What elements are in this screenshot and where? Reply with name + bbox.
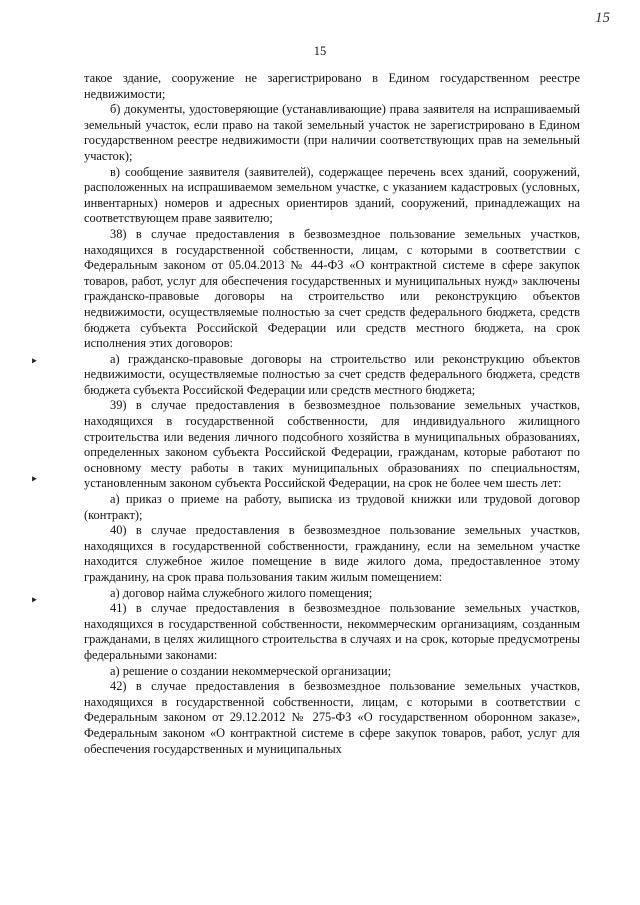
paragraph: такое здание, сооружение не зарегистрировано в Едином государственном реестре недвижимости; [84, 71, 580, 101]
binding-hole-mark: ‣ [30, 594, 39, 609]
paragraph: а) гражданско-правовые договоры на строительство или реконструкцию объектов недвижимости, осуществляемые полностью за счет средств федерального бюджета, средств бюджета субъекта Российской Федерации или средств местного бюджета; [84, 351, 580, 397]
paragraph: 39) в случае предоставления в безвозмездное пользование земельных участков, находящихся в государственной собственности, для индивидуального жилищного строительства или ведения личного подсобного хозяйства в муниципальных образованиях, определенных законом субъекта Российской Федерации, гражданам, которые работают по основному месту работы в таких муниципальных образованиях по специальностям, установленным законом субъекта Российской Федерации, на срок не более чем шесть лет: [84, 398, 580, 491]
paragraph: 42) в случае предоставления в безвозмездное пользование земельных участков, находящихся в государственной собственности, лицам, с которыми в соответствии с Федеральным законом от 29.12.2012 № 275-ФЗ «О государственном оборонном заказе», Федеральным законом «О контрактной системе в сфере закупок товаров, работ, услуг для обеспечения государственных и муниципальных [84, 679, 580, 756]
page-number: 15 [313, 44, 327, 58]
binding-hole-mark: ‣ [30, 473, 39, 488]
paragraph: б) документы, удостоверяющие (устанавливающие) права заявителя на испрашиваемый земельный участок, если право на такой земельный участок не зарегистрировано в Едином государственном реестре недвижимости (при наличии соответствующих прав на земельный участок); [84, 102, 580, 163]
document-body [84, 71, 580, 757]
paragraph: а) договор найма служебного жилого помещения; [110, 585, 373, 600]
paragraph: 40) в случае предоставления в безвозмездное пользование земельных участков, находящихся в государственной собственности, гражданину, если на земельном участке находится служебное жилое помещение в виде жилого дома, предоставленное этому гражданину, на срок права пользования таким жилым помещением: [84, 523, 580, 584]
paragraph: а) приказ о приеме на работу, выписка из трудовой книжки или трудовой договор (контракт); [84, 492, 580, 522]
paragraph: 38) в случае предоставления в безвозмездное пользование земельных участков, находящихся в государственной собственности, лицам, с которыми в соответствии с Федеральным законом от 05.04.2013 № 44-ФЗ «О контрактной системе в сфере закупок товаров, работ, услуг для обеспечения государственных и муниципальных нужд» заключены гражданско-правовые договоры на строительство или реконструкцию объектов недвижимости, осуществляемые полностью за счет средств федерального бюджета, средств бюджета субъекта Российской Федерации или средств местного бюджета, на срок исполнения этих договоров: [84, 226, 580, 351]
paragraph: в) сообщение заявителя (заявителей), содержащее перечень всех зданий, сооружений, расположенных на испрашиваемом земельном участке, с указанием кадастровых (условных, инвентарных) номеров и адресных ориентиров зданий, сооружений, принадлежащих на соответствующем праве заявителю; [84, 164, 580, 226]
binding-hole-mark: ‣ [30, 355, 39, 370]
handwritten-page-mark: 15 [595, 10, 610, 26]
paragraph: а) решение о создании некоммерческой организации; [110, 663, 392, 678]
paragraph: 41) в случае предоставления в безвозмездное пользование земельных участков, находящихся в государственной собственности, некоммерческим организациям, созданным гражданами, в целях жилищного строительства в случаях и на срок, которые предусмотрены федеральными законами: [84, 601, 580, 662]
